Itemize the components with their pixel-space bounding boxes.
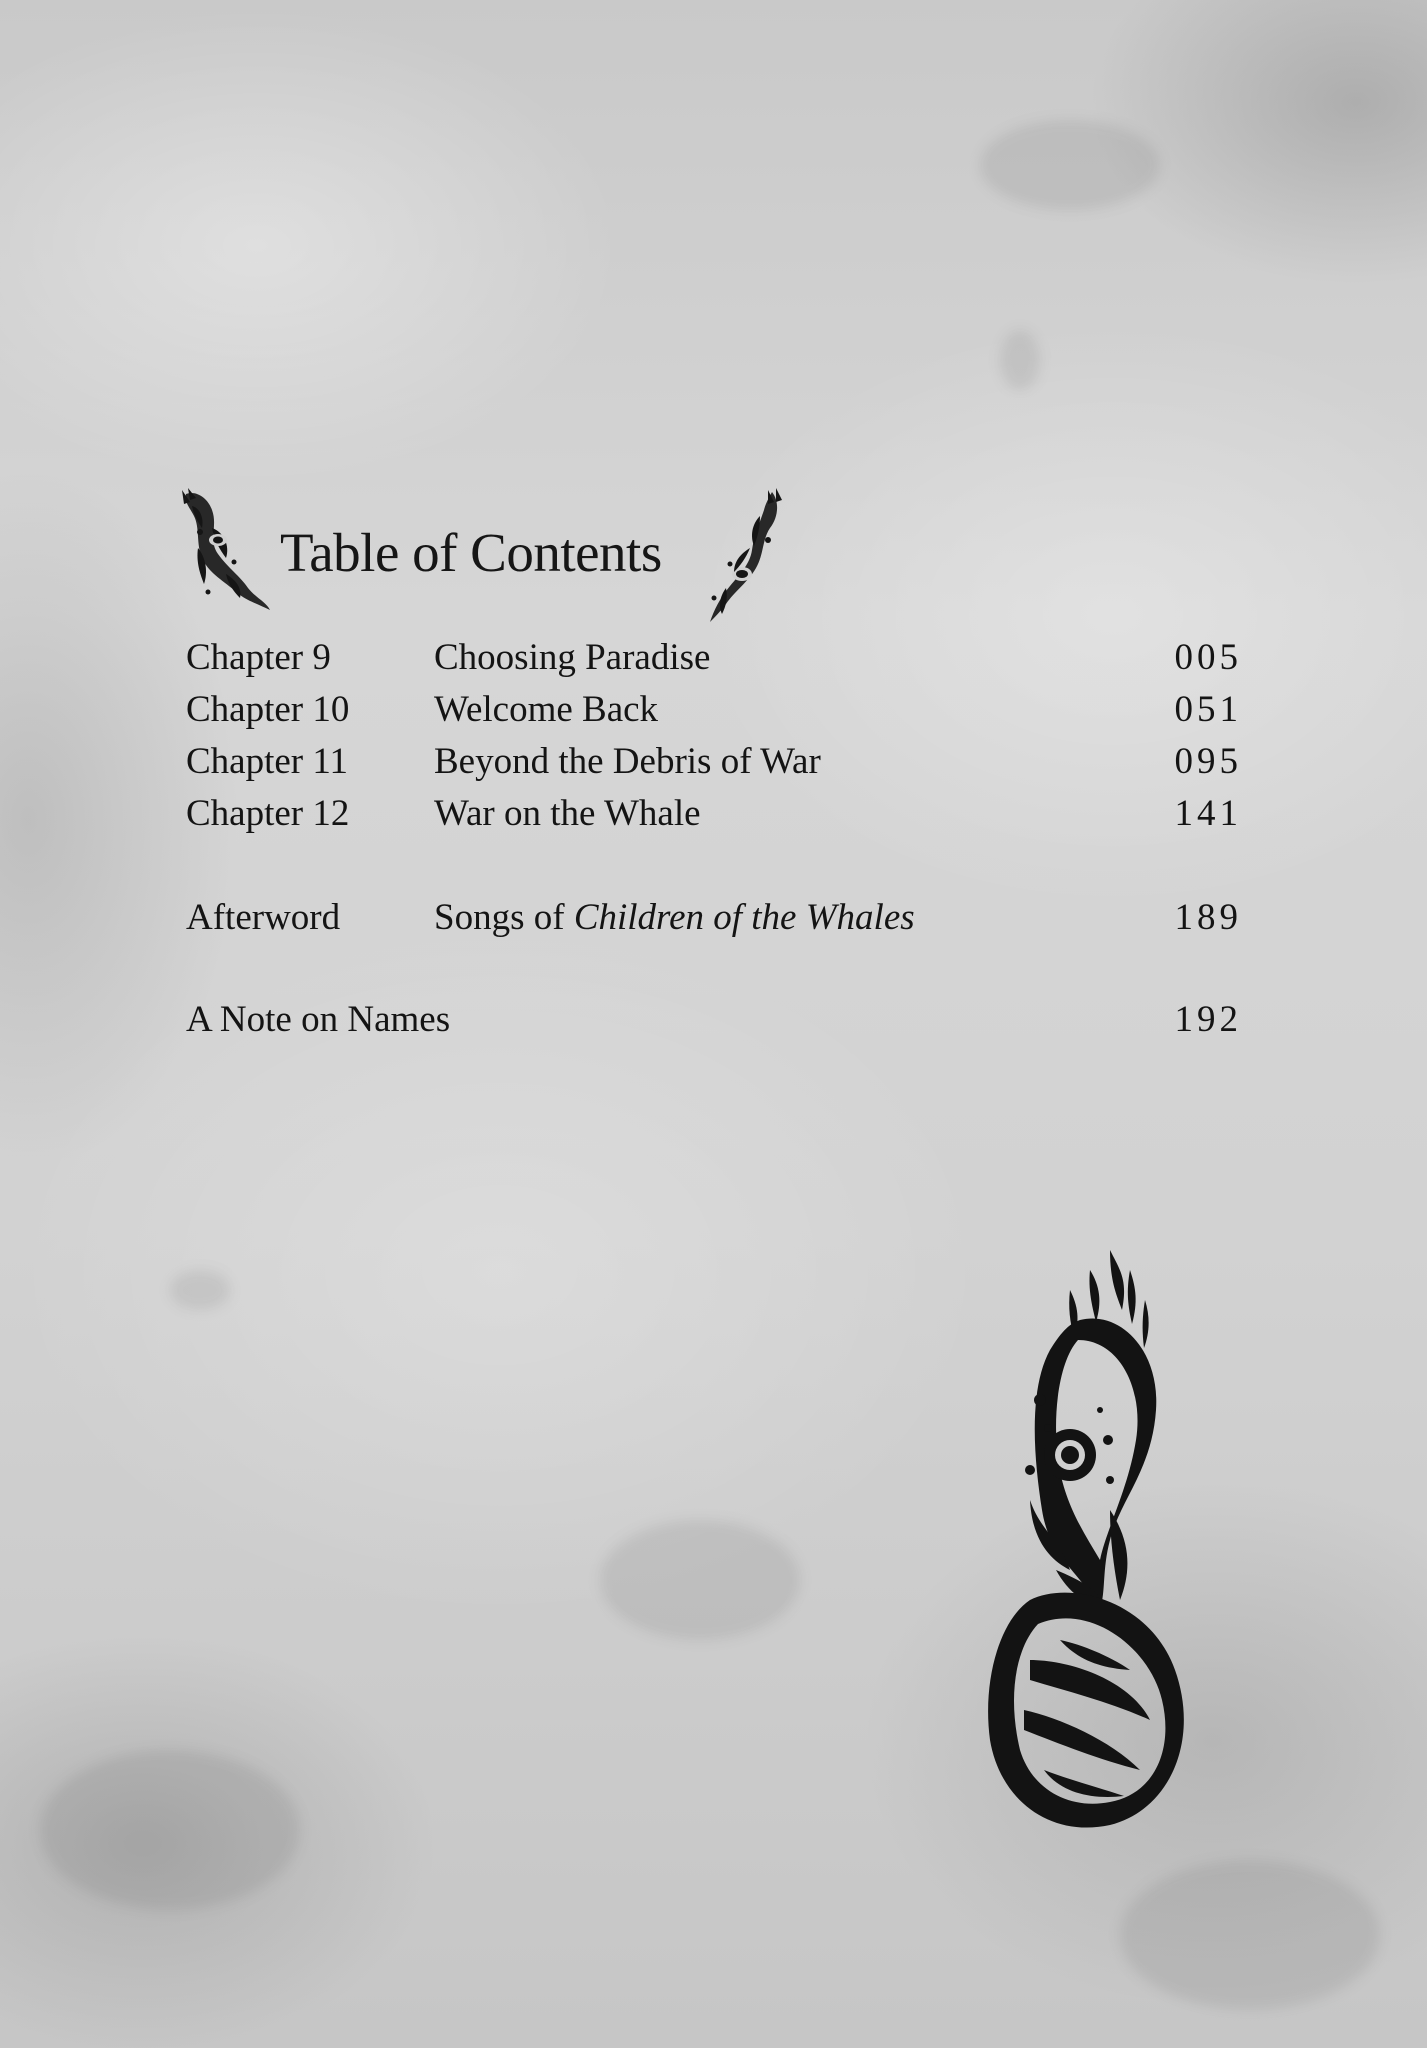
chapter-label: Chapter 12 — [186, 793, 350, 834]
afterword-title-italic: Children of the Whales — [573, 897, 915, 938]
paper-stain — [980, 120, 1160, 210]
afterword-title — [434, 892, 915, 944]
page-number: 051 — [1174, 689, 1242, 730]
page-number: 005 — [1174, 637, 1242, 678]
page-number: 192 — [1174, 999, 1242, 1040]
paper-stain — [170, 1270, 230, 1310]
page-number: 095 — [1174, 741, 1242, 782]
chapter-title: War on the Whale — [434, 793, 701, 834]
paper-stain — [1120, 1860, 1380, 2010]
toc-entry-chapter-12[interactable] — [186, 788, 1242, 840]
note-label: A Note on Names — [186, 999, 451, 1040]
chapter-label: Chapter 11 — [186, 741, 349, 782]
whale-ornament-icon — [960, 1240, 1220, 1840]
page-number: 189 — [1174, 897, 1242, 938]
chapter-title: Beyond the Debris of War — [434, 741, 821, 782]
paper-stain — [40, 1750, 300, 1910]
ornament-flourish-icon — [690, 488, 785, 623]
afterword-title-prefix: Songs of — [434, 897, 574, 938]
chapter-label: Chapter 9 — [186, 637, 331, 678]
paper-stain — [1000, 330, 1040, 390]
ornament-flourish-icon — [178, 488, 273, 618]
paper-stain — [600, 1520, 800, 1640]
chapter-label: Chapter 10 — [186, 689, 350, 730]
toc-list — [186, 632, 1242, 1046]
chapter-title: Welcome Back — [434, 689, 659, 730]
toc-entry-afterword[interactable] — [186, 892, 1242, 944]
toc-entry-chapter-10[interactable] — [186, 684, 1242, 736]
afterword-label: Afterword — [186, 897, 341, 938]
chapter-title: Choosing Paradise — [434, 637, 711, 678]
toc-entry-chapter-9[interactable] — [186, 632, 1242, 684]
toc-heading — [178, 488, 778, 628]
toc-entry-chapter-11[interactable] — [186, 736, 1242, 788]
page-number: 141 — [1174, 793, 1242, 834]
page-title: Table of Contents — [280, 522, 662, 583]
toc-entry-note-on-names[interactable] — [186, 994, 1242, 1046]
